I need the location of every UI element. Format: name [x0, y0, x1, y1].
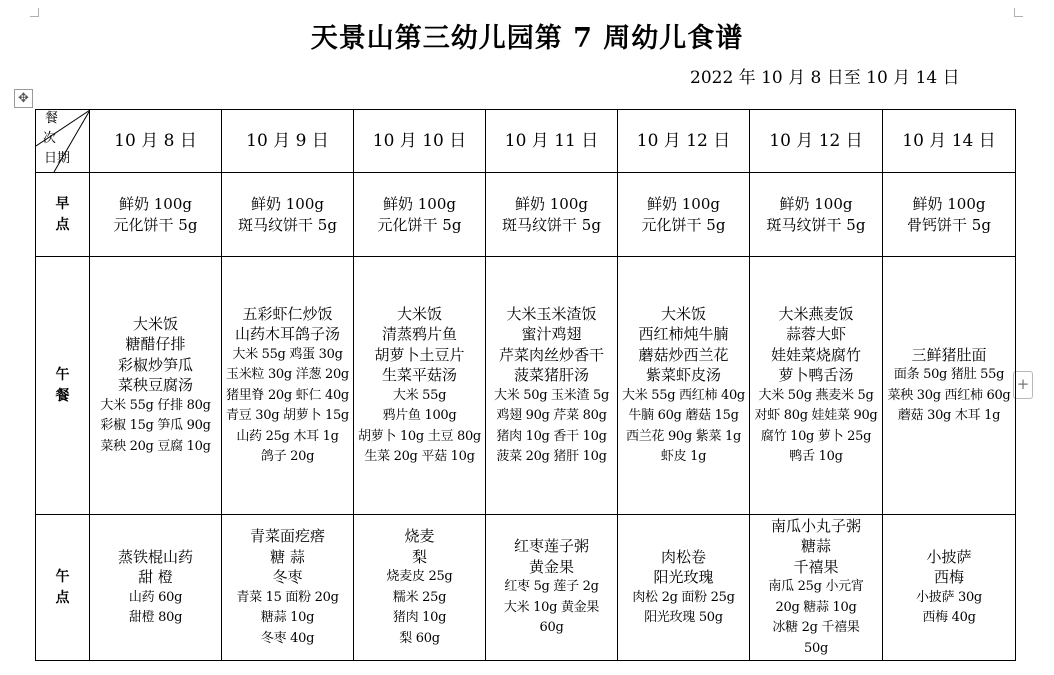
ingredient-line: 斑马纹饼干 5g: [502, 215, 601, 234]
ingredient-line: 大米 50g 玉米渣 5g: [494, 387, 609, 403]
menu-cell: [222, 173, 354, 257]
menu-cell: [883, 173, 1016, 257]
ingredient-line: 斑马纹饼干 5g: [766, 215, 866, 234]
day-header: 10 月 11 日: [486, 110, 618, 173]
dish-name: 肉松卷: [660, 547, 706, 566]
dish-name: 清蒸鸦片鱼: [381, 325, 457, 343]
dish-name: 糖蒜: [800, 537, 831, 556]
ingredient-line: 彩椒 15g 笋瓜 90g: [100, 418, 211, 434]
ingredient-line: 骨钙饼干 5g: [907, 215, 991, 234]
day-header: 10 月 14 日: [883, 110, 1016, 173]
ingredient-line: 大米 55g 西红柿 40g: [622, 387, 745, 403]
ingredient-line: 阳光玫瑰 50g: [644, 610, 723, 625]
menu-cell: [883, 515, 1016, 661]
ingredient-line: 菜秧 20g 豆腐 10g: [100, 438, 211, 454]
ingredient-line: 斑马纹饼干 5g: [238, 215, 337, 234]
menu-cell: [618, 515, 750, 661]
meal-label-char: 午: [55, 367, 70, 383]
corner-label-ci: 次: [43, 131, 57, 146]
ingredient-line: 虾皮 1g: [660, 449, 707, 464]
ingredient-line: 猪肉 10g 香干 10g: [496, 428, 607, 444]
dish-name: 萝卜鸭舌汤: [778, 366, 854, 384]
dish-name: 蒜蓉大虾: [785, 325, 846, 343]
dish-name: 生菜平菇汤: [381, 366, 457, 384]
menu-cell: [354, 257, 486, 515]
day-header: 10 月 9 日: [222, 110, 354, 173]
add-column-button[interactable]: +: [1013, 371, 1033, 399]
dish-name: 大米饭: [132, 314, 178, 333]
dish-name: 蒸铁棍山药: [117, 547, 193, 566]
ingredient-line: 鸡翅 90g 芹菜 80g: [496, 408, 607, 423]
corner-label-date: 日期: [44, 151, 71, 166]
ingredient-line: 山药 60g: [128, 589, 183, 605]
dish-name: 烧麦: [404, 527, 435, 545]
dish-name: 千禧果: [793, 557, 839, 576]
dish-name: 阳光玫瑰: [653, 568, 714, 586]
meal-label-char: 点: [55, 589, 70, 606]
dish-name: 芹菜肉丝炒香干: [498, 345, 604, 364]
ingredient-line: 元化饼干 5g: [377, 215, 462, 234]
ingredient-line: 鸦片鱼 100g: [382, 408, 457, 423]
ingredient-line: 生菜 20g 平菇 10g: [364, 449, 475, 464]
ingredient-line: 50g: [804, 640, 828, 656]
dish-name: 菜秧豆腐汤: [117, 376, 193, 395]
meal-label-char: 点: [55, 216, 70, 233]
ingredient-line: 20g 糖蒜 10g: [775, 599, 857, 615]
ingredient-line: 鲜奶 100g: [382, 195, 456, 213]
ingredient-line: 鲜奶 100g: [118, 195, 192, 213]
menu-cell: [354, 173, 486, 257]
corner-header-cell: [36, 110, 90, 173]
dish-name: 西梅: [933, 568, 964, 586]
day-header: 10 月 12 日: [618, 110, 750, 173]
dish-name: 大米燕麦饭: [778, 304, 854, 323]
ingredient-line: 鸭舌 10g: [789, 449, 843, 464]
menu-cell: [90, 257, 222, 515]
ingredient-line: 甜橙 80g: [128, 610, 183, 625]
day-header: 10 月 12 日: [750, 110, 883, 173]
ingredient-line: 鲜奶 100g: [779, 195, 853, 213]
dish-name: 山药木耳鸽子汤: [234, 325, 340, 343]
ingredient-line: 山药 25g 木耳 1g: [236, 428, 339, 444]
dish-name: 冬枣: [272, 568, 303, 586]
dish-name: 五彩虾仁炒饭: [242, 304, 333, 323]
ingredient-line: 肉松 2g 面粉 25g: [632, 589, 735, 605]
menu-cell: [90, 515, 222, 661]
menu-cell: [750, 257, 883, 515]
dish-name: 糖醋仔排: [125, 335, 186, 354]
ingredient-line: 鸽子 20g: [260, 449, 315, 464]
meal-label: [36, 173, 90, 257]
menu-table: [35, 109, 1016, 661]
dish-name: 大米玉米渣饭: [506, 304, 597, 323]
ingredient-line: 大米 55g 仔排 80g: [100, 397, 211, 413]
date-range: 2022 年 10 月 8 日至 10 月 14 日: [690, 68, 960, 88]
ingredient-line: 菜秧 30g 西红柿 60g: [887, 387, 1011, 403]
page-title: 天景山第三幼儿园第 7 周幼儿食谱: [310, 23, 744, 54]
dish-name: 大米饭: [396, 304, 442, 323]
ingredient-line: 大米 10g 黄金果: [503, 599, 600, 615]
dish-name: 三鲜猪肚面: [911, 345, 987, 364]
meal-row: [36, 515, 1016, 661]
dish-name: 黄金果: [528, 557, 574, 576]
meal-row: [36, 173, 1016, 257]
ingredient-line: 大米 55g 鸡蛋 30g: [232, 346, 343, 362]
meal-label-char: 餐: [55, 387, 70, 404]
ingredient-line: 对虾 80g 娃娃菜 90g: [754, 408, 878, 423]
dish-name: 小披萨: [926, 547, 972, 566]
dish-name: 西红柿炖牛腩: [638, 325, 729, 343]
ingredient-line: 面条 50g 猪肚 55g: [893, 367, 1005, 382]
ingredient-line: 牛腩 60g 蘑菇 15g: [628, 408, 739, 423]
meal-row: [36, 257, 1016, 515]
ingredient-line: 鲜奶 100g: [646, 195, 720, 213]
ingredient-line: 鲜奶 100g: [912, 195, 986, 213]
menu-cell: [222, 257, 354, 515]
ingredient-line: 冬枣 40g: [260, 630, 315, 646]
ingredient-line: 西兰花 90g 紫菜 1g: [626, 428, 741, 444]
menu-cell: [486, 515, 618, 661]
ingredient-line: 60g: [539, 620, 564, 636]
dish-name: 菠菜猪肝汤: [513, 366, 589, 384]
meal-label-char: 午: [55, 569, 70, 585]
menu-cell: [90, 173, 222, 257]
ingredient-line: 腐竹 10g 萝卜 25g: [760, 428, 872, 444]
ingredient-line: 西梅 40g: [922, 610, 976, 625]
ingredient-line: 胡萝卜 10g 土豆 80g: [358, 428, 481, 444]
dish-name: 糖 蒜: [270, 547, 305, 566]
ingredient-line: 南瓜 25g 小元宵: [768, 579, 864, 595]
menu-cell: [618, 257, 750, 515]
dish-name: 大米饭: [660, 304, 706, 323]
ingredient-line: 蘑菇 30g 木耳 1g: [897, 408, 1001, 423]
table-move-handle-icon[interactable]: ✥: [14, 89, 33, 108]
ingredient-line: 冰糖 2g 千禧果: [772, 620, 860, 636]
meal-label-char: 早: [55, 196, 70, 212]
ingredient-line: 红枣 5g 莲子 2g: [504, 579, 599, 595]
dish-name: 红枣莲子粥: [513, 537, 589, 556]
ingredient-line: 鲜奶 100g: [250, 195, 324, 213]
ingredient-line: 元化饼干 5g: [641, 215, 726, 234]
ingredient-line: 猪肉 10g: [392, 610, 447, 625]
dish-name: 娃娃菜烧腐竹: [770, 345, 861, 364]
header-row: [36, 110, 1016, 173]
meal-label: [36, 515, 90, 661]
ingredient-line: 菠菜 20g 猪肝 10g: [496, 449, 607, 464]
dish-name: 南瓜小丸子粥: [770, 516, 861, 535]
menu-cell: [883, 257, 1016, 515]
ingredient-line: 烧麦皮 25g: [386, 569, 453, 584]
dish-name: 蜜汁鸡翅: [521, 325, 582, 343]
menu-cell: [618, 173, 750, 257]
dish-name: 甜 橙: [138, 568, 173, 586]
menu-cell: [486, 173, 618, 257]
meal-label: [36, 257, 90, 515]
menu-cell: [486, 257, 618, 515]
ingredient-line: 大米 55g: [392, 387, 447, 403]
ingredient-line: 元化饼干 5g: [113, 215, 198, 234]
ingredient-line: 小披萨 30g: [916, 589, 982, 605]
menu-cell: [750, 515, 883, 661]
ingredient-line: 玉米粒 30g 洋葱 20g: [226, 367, 349, 382]
ingredient-line: 梨 60g: [399, 630, 440, 646]
ingredient-line: 糖蒜 10g: [260, 610, 315, 625]
ingredient-line: 青豆 30g 胡萝卜 15g: [226, 408, 349, 423]
ingredient-line: 猪里脊 20g 虾仁 40g: [226, 387, 349, 403]
dish-name: 紫菜虾皮汤: [645, 366, 721, 384]
menu-cell: [354, 515, 486, 661]
corner-label-meal: 餐: [45, 111, 59, 126]
menu-cell: [222, 515, 354, 661]
ingredient-line: 糯米 25g: [392, 589, 447, 605]
menu-cell: [750, 173, 883, 257]
ingredient-line: 青菜 15 面粉 20g: [236, 589, 339, 605]
ingredient-line: 大米 50g 燕麦米 5g: [758, 387, 874, 403]
ingredient-line: 鲜奶 100g: [514, 195, 588, 213]
dish-name: 蘑菇炒西兰花: [638, 345, 729, 364]
day-header: 10 月 8 日: [90, 110, 222, 173]
dish-name: 梨: [411, 547, 427, 566]
dish-name: 青菜面疙瘩: [249, 527, 325, 545]
day-header: 10 月 10 日: [354, 110, 486, 173]
dish-name: 彩椒炒笋瓜: [117, 355, 193, 374]
dish-name: 胡萝卜土豆片: [374, 345, 465, 364]
